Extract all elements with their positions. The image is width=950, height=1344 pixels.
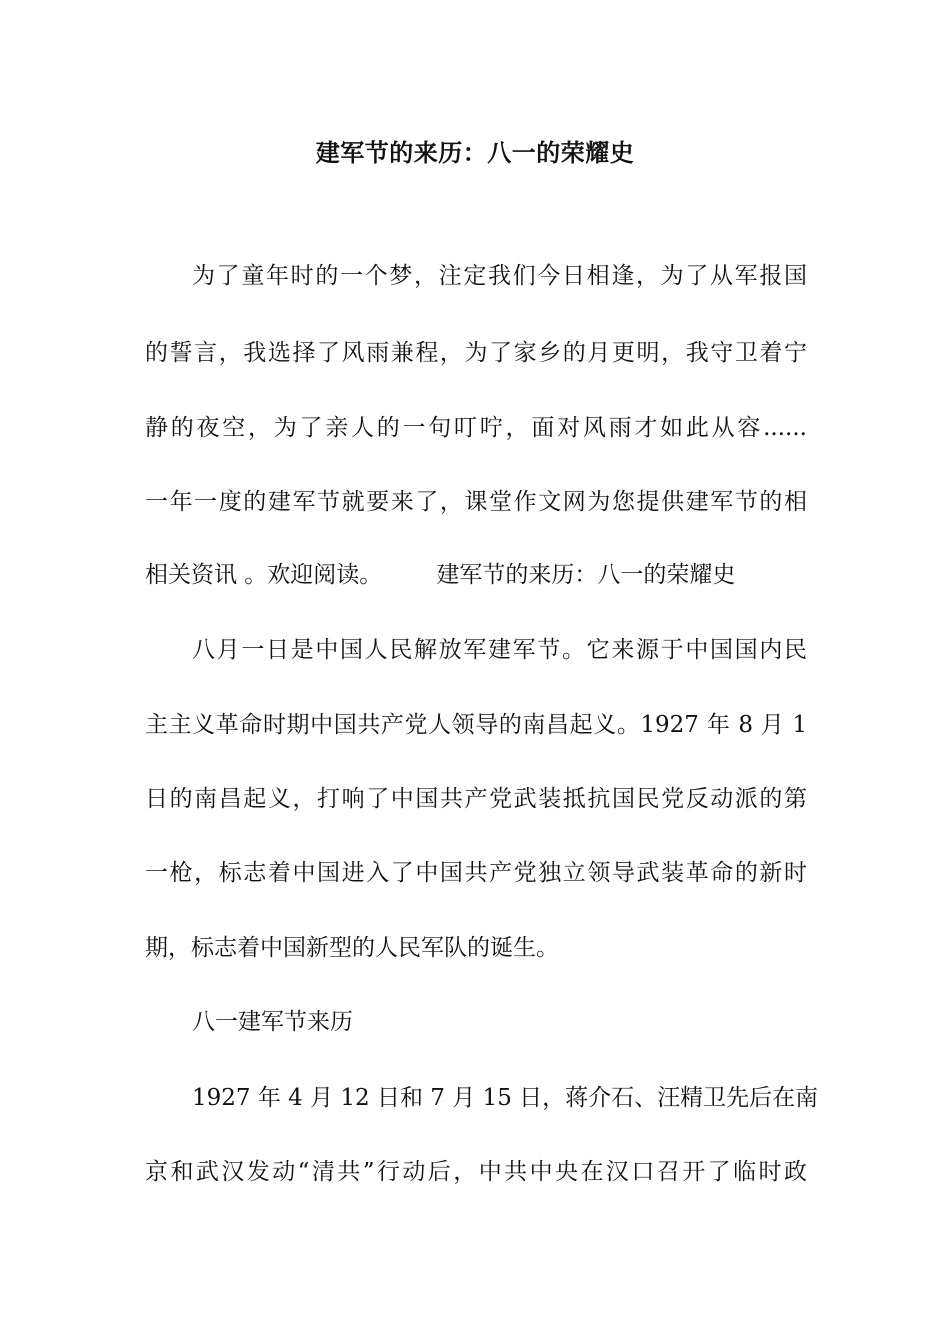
paragraph-line: 日的南昌起义，打响了中国共产党武装抵抗国民党反动派的第 — [145, 786, 807, 812]
inline-heading: 建军节的来历：八一的荣耀史 — [436, 562, 736, 588]
paragraph-line: 静的夜空，为了亲人的一句叮咛，面对风雨才如此从容...... — [145, 415, 807, 441]
section-heading: 八一建军节来历 — [192, 1009, 353, 1035]
document-title: 建军节的来历：八一的荣耀史 — [315, 138, 635, 167]
paragraph-line: 期，标志着中国新型的人民军队的诞生。 — [145, 935, 559, 961]
paragraph-line: 一年一度的建军节就要来了，课堂作文网为您提供建军节的相 — [145, 489, 807, 515]
paragraph-line: 主主义革命时期中国共产党人领导的南昌起义。1927 年 8 月 1 — [145, 712, 807, 738]
paragraph-line: 1927 年 4 月 12 日和 7 月 15 日，蒋介石、汪精卫先后在南 — [192, 1085, 819, 1111]
paragraph-line: 京和武汉发动“清共”行动后，中共中央在汉口召开了临时政 — [145, 1159, 807, 1185]
paragraph-text: 相关资讯 。欢迎阅读。 — [145, 562, 383, 588]
paragraph-line-mixed — [145, 555, 807, 595]
paragraph-line: 一枪，标志着中国进入了中国共产党独立领导武装革命的新时 — [145, 860, 807, 886]
paragraph-line: 的誓言，我选择了风雨兼程，为了家乡的月更明，我守卫着宁 — [145, 340, 807, 366]
paragraph-line: 八月一日是中国人民解放军建军节。它来源于中国国内民 — [192, 637, 807, 663]
paragraph-line: 为了童年时的一个梦，注定我们今日相逢，为了从军报国 — [192, 263, 807, 289]
